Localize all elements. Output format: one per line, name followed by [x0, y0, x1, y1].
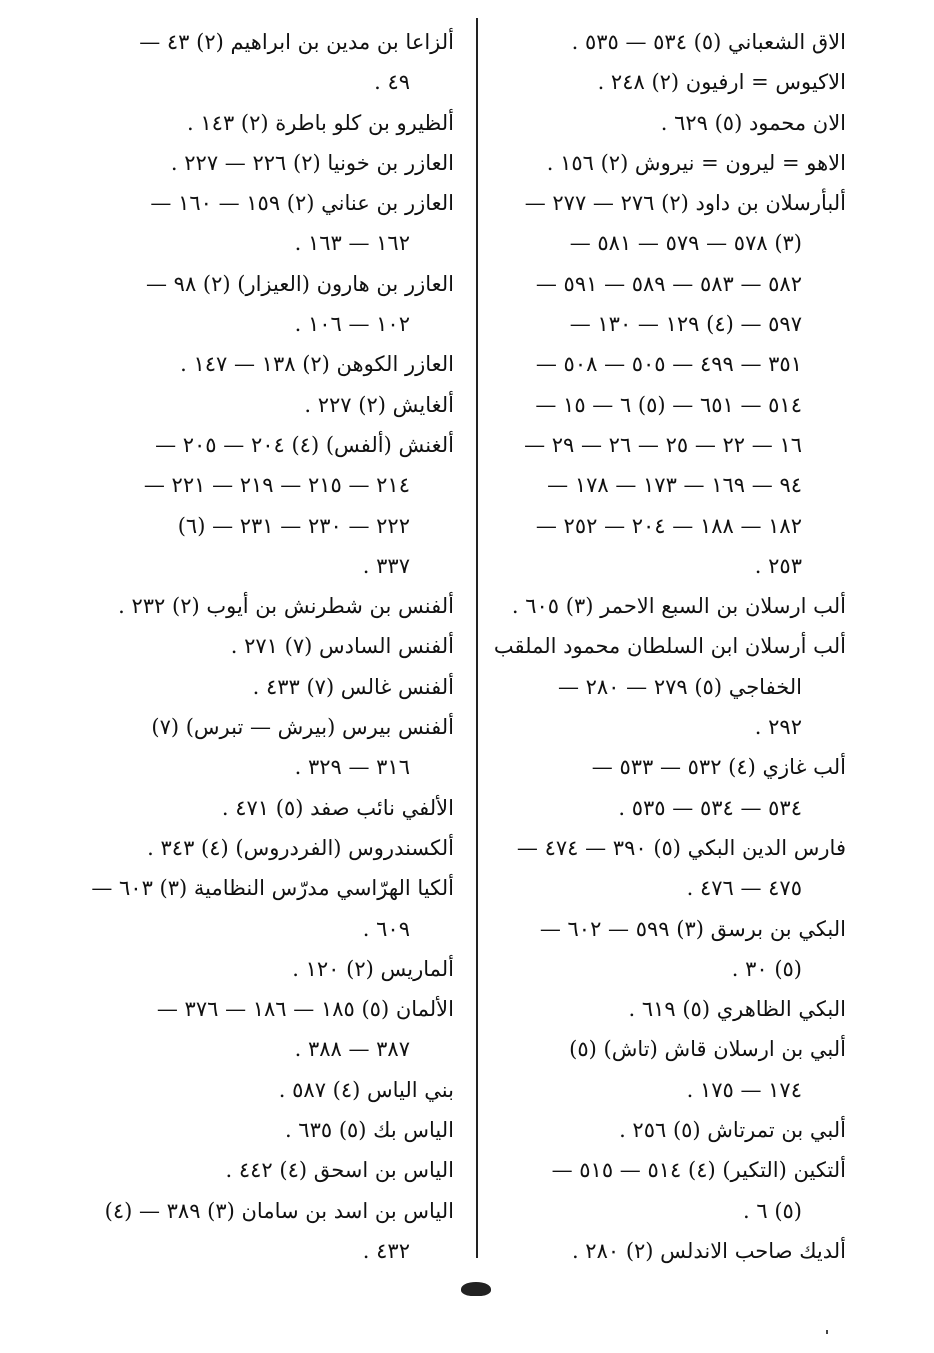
index-entry: العازر بن هارون (العيزار) (٢) ٩٨ —	[145, 271, 454, 296]
index-entry: العازر بن عناني (٢) ١٥٩ — ١٦٠ —	[150, 191, 454, 216]
index-entry: الياس بن اسد بن سامان (٣) ٣٨٩ — (٤)	[104, 1198, 454, 1223]
index-entry: ألبي بن ارسلان قاش (تاش) (٥)	[569, 1037, 846, 1062]
index-entry: ألزاعا بن مدين بن ابراهيم (٢) ٤٣ —	[139, 30, 454, 54]
index-entry: ألبي بن تمرتاش (٥) ٢٥٦ .	[619, 1118, 846, 1143]
index-entry-continuation: ٣٨٧ — ٣٨٨ .	[294, 1037, 410, 1062]
index-entry: العازر الكوهن (٢) ١٣٨ — ١٤٧ .	[180, 352, 454, 377]
index-entry-continuation: ٢٢٢ — ٢٣٠ — ٢٣١ — (٦)	[177, 513, 410, 538]
index-entry-continuation: (٣) ٥٧٨ — ٥٧٩ — ٥٨١ —	[569, 231, 802, 256]
index-entry-continuation: ٢٩٢ .	[754, 715, 802, 740]
index-entry-continuation: ٢١٤ — ٢١٥ — ٢١٩ — ٢٢١ —	[143, 473, 410, 498]
index-entry: الألفي نائب صفد (٥) ٤٧١ .	[221, 795, 454, 820]
index-entry: ألب ارسلان بن السبع الاحمر (٣) ٦٠٥ .	[511, 594, 846, 619]
index-entry: الاهو = ليرون = نيروش (٢) ١٥٦ .	[546, 150, 846, 175]
index-entry: ألغايش (٢) ٢٢٧ .	[304, 392, 454, 417]
index-column-right	[493, 22, 846, 1271]
index-column-left	[91, 22, 454, 1271]
index-entry: الاق الشعباني (٥) ٥٣٤ — ٥٣٥ .	[571, 30, 846, 54]
index-entry: البكي بن برسق (٣) ٥٩٩ — ٦٠٢ —	[539, 916, 846, 941]
index-entry-continuation: ٥٨٢ — ٥٨٣ — ٥٨٩ — ٥٩١ —	[535, 271, 802, 296]
index-entry: ألفنس بن شطرنش بن أيوب (٢) ٢٣٢ .	[118, 594, 454, 619]
index-entry: ألتكين (التكير) (٤) ٥١٤ — ٥١٥ —	[551, 1158, 846, 1183]
index-entry-continuation: ١٠٢ — ١٠٦ .	[294, 312, 410, 337]
index-entry: ألفنس السادس (٧) ٢٧١ .	[230, 634, 454, 659]
index-entry-continuation: ١٨٢ — ١٨٨ — ٢٠٤ — ٢٥٢ —	[535, 513, 802, 538]
index-entry-continuation: ١٧٤ — ١٧٥ .	[686, 1077, 802, 1102]
index-entry-continuation: ٣٥١ — ٤٩٩ — ٥٠٥ — ٥٠٨ —	[535, 352, 802, 377]
page-number-mark	[461, 1282, 491, 1296]
index-entry: العازر بن خونيا (٢) ٢٢٦ — ٢٢٧ .	[170, 150, 454, 175]
index-entry: الياس بك (٥) ٦٣٥ .	[284, 1118, 454, 1143]
index-entry-continuation: ٤٧٥ — ٤٧٦ .	[686, 876, 802, 901]
index-entry-continuation: (٥) ٦ .	[743, 1198, 802, 1223]
index-entry: البكي الظاهري (٥) ٦١٩ .	[628, 997, 846, 1022]
index-entry-continuation: ٩٤ — ١٦٩ — ١٧٣ — ١٧٨ —	[547, 473, 802, 498]
index-entry: الان محمود (٥) ٦٢٩ .	[660, 110, 846, 135]
index-entry-continuation: ٤٣٢ .	[362, 1238, 410, 1263]
index-entry-continuation: ٦٠٩ .	[362, 916, 410, 941]
index-entry: ألب غازي (٤) ٥٣٢ — ٥٣٣ —	[591, 755, 846, 780]
index-entry-continuation: ٢٥٣ .	[754, 553, 802, 578]
index-entry-continuation: ٥٣٤ — ٥٣٤ — ٥٣٥ .	[618, 795, 802, 820]
index-entry: ألكيا الهرّاسي مدرّس النظامية (٣) ٦٠٣ —	[91, 876, 454, 901]
index-entry: ألكسندروس (الفردروس) (٤) ٣٤٣ .	[147, 835, 454, 860]
index-entry-continuation: ٥٩٧ — (٤) ١٢٩ — ١٣٠ —	[569, 312, 802, 337]
index-entry: ألظيرو بن كلو باطرة (٢) ١٤٣ .	[187, 110, 454, 135]
index-entry: ألب أرسلان ابن السلطان محمود الملقب	[493, 634, 846, 659]
index-entry: ألغنش (ألفس) (٤) ٢٠٤ — ٢٠٥ —	[155, 432, 454, 457]
index-entry: ألفنس بيرس (بيرش — تبرس) (٧)	[151, 715, 454, 740]
index-entry: الألمان (٥) ١٨٥ — ١٨٦ — ٣٧٦ —	[156, 997, 454, 1022]
index-entry-continuation: ٣١٦ — ٣٢٩ .	[294, 755, 410, 780]
index-entry-continuation: ٥١٤ — ٦٥١ — (٥) ٦ — ١٥ —	[535, 392, 802, 417]
index-entry: ألبأرسلان بن داود (٢) ٢٧٦ — ٢٧٧ —	[524, 191, 846, 216]
index-entry: الياس بن اسحق (٤) ٤٤٢ .	[225, 1158, 454, 1183]
index-entry: فارس الدين البكي (٥) ٣٩٠ — ٤٧٤ —	[516, 835, 846, 860]
index-entry: ألديك صاحب الاندلس (٢) ٢٨٠ .	[571, 1238, 846, 1263]
index-entry-continuation: ٣٣٧ .	[362, 553, 410, 578]
index-entry: ألماريس (٢) ١٢٠ .	[292, 956, 454, 981]
index-entry: الاكيوس = ارفيون (٢) ٢٤٨ .	[597, 70, 846, 95]
index-entry: ألفنس غالس (٧) ٤٣٣ .	[252, 674, 454, 699]
index-entry-continuation: الخفاجي (٥) ٢٧٩ — ٢٨٠ —	[557, 674, 802, 699]
index-entry-continuation: (٥) ٣٠ .	[731, 956, 802, 981]
index-entry-continuation: ١٦٢ — ١٦٣ .	[294, 231, 410, 256]
index-entry: بني الياس (٤) ٥٨٧ .	[278, 1077, 454, 1102]
column-divider	[476, 18, 478, 1258]
index-entry-continuation: ٤٩ .	[374, 70, 410, 95]
print-speck	[826, 1330, 828, 1334]
index-entry-continuation: ١٦ — ٢٢ — ٢٥ — ٢٦ — ٢٩ —	[524, 432, 802, 457]
